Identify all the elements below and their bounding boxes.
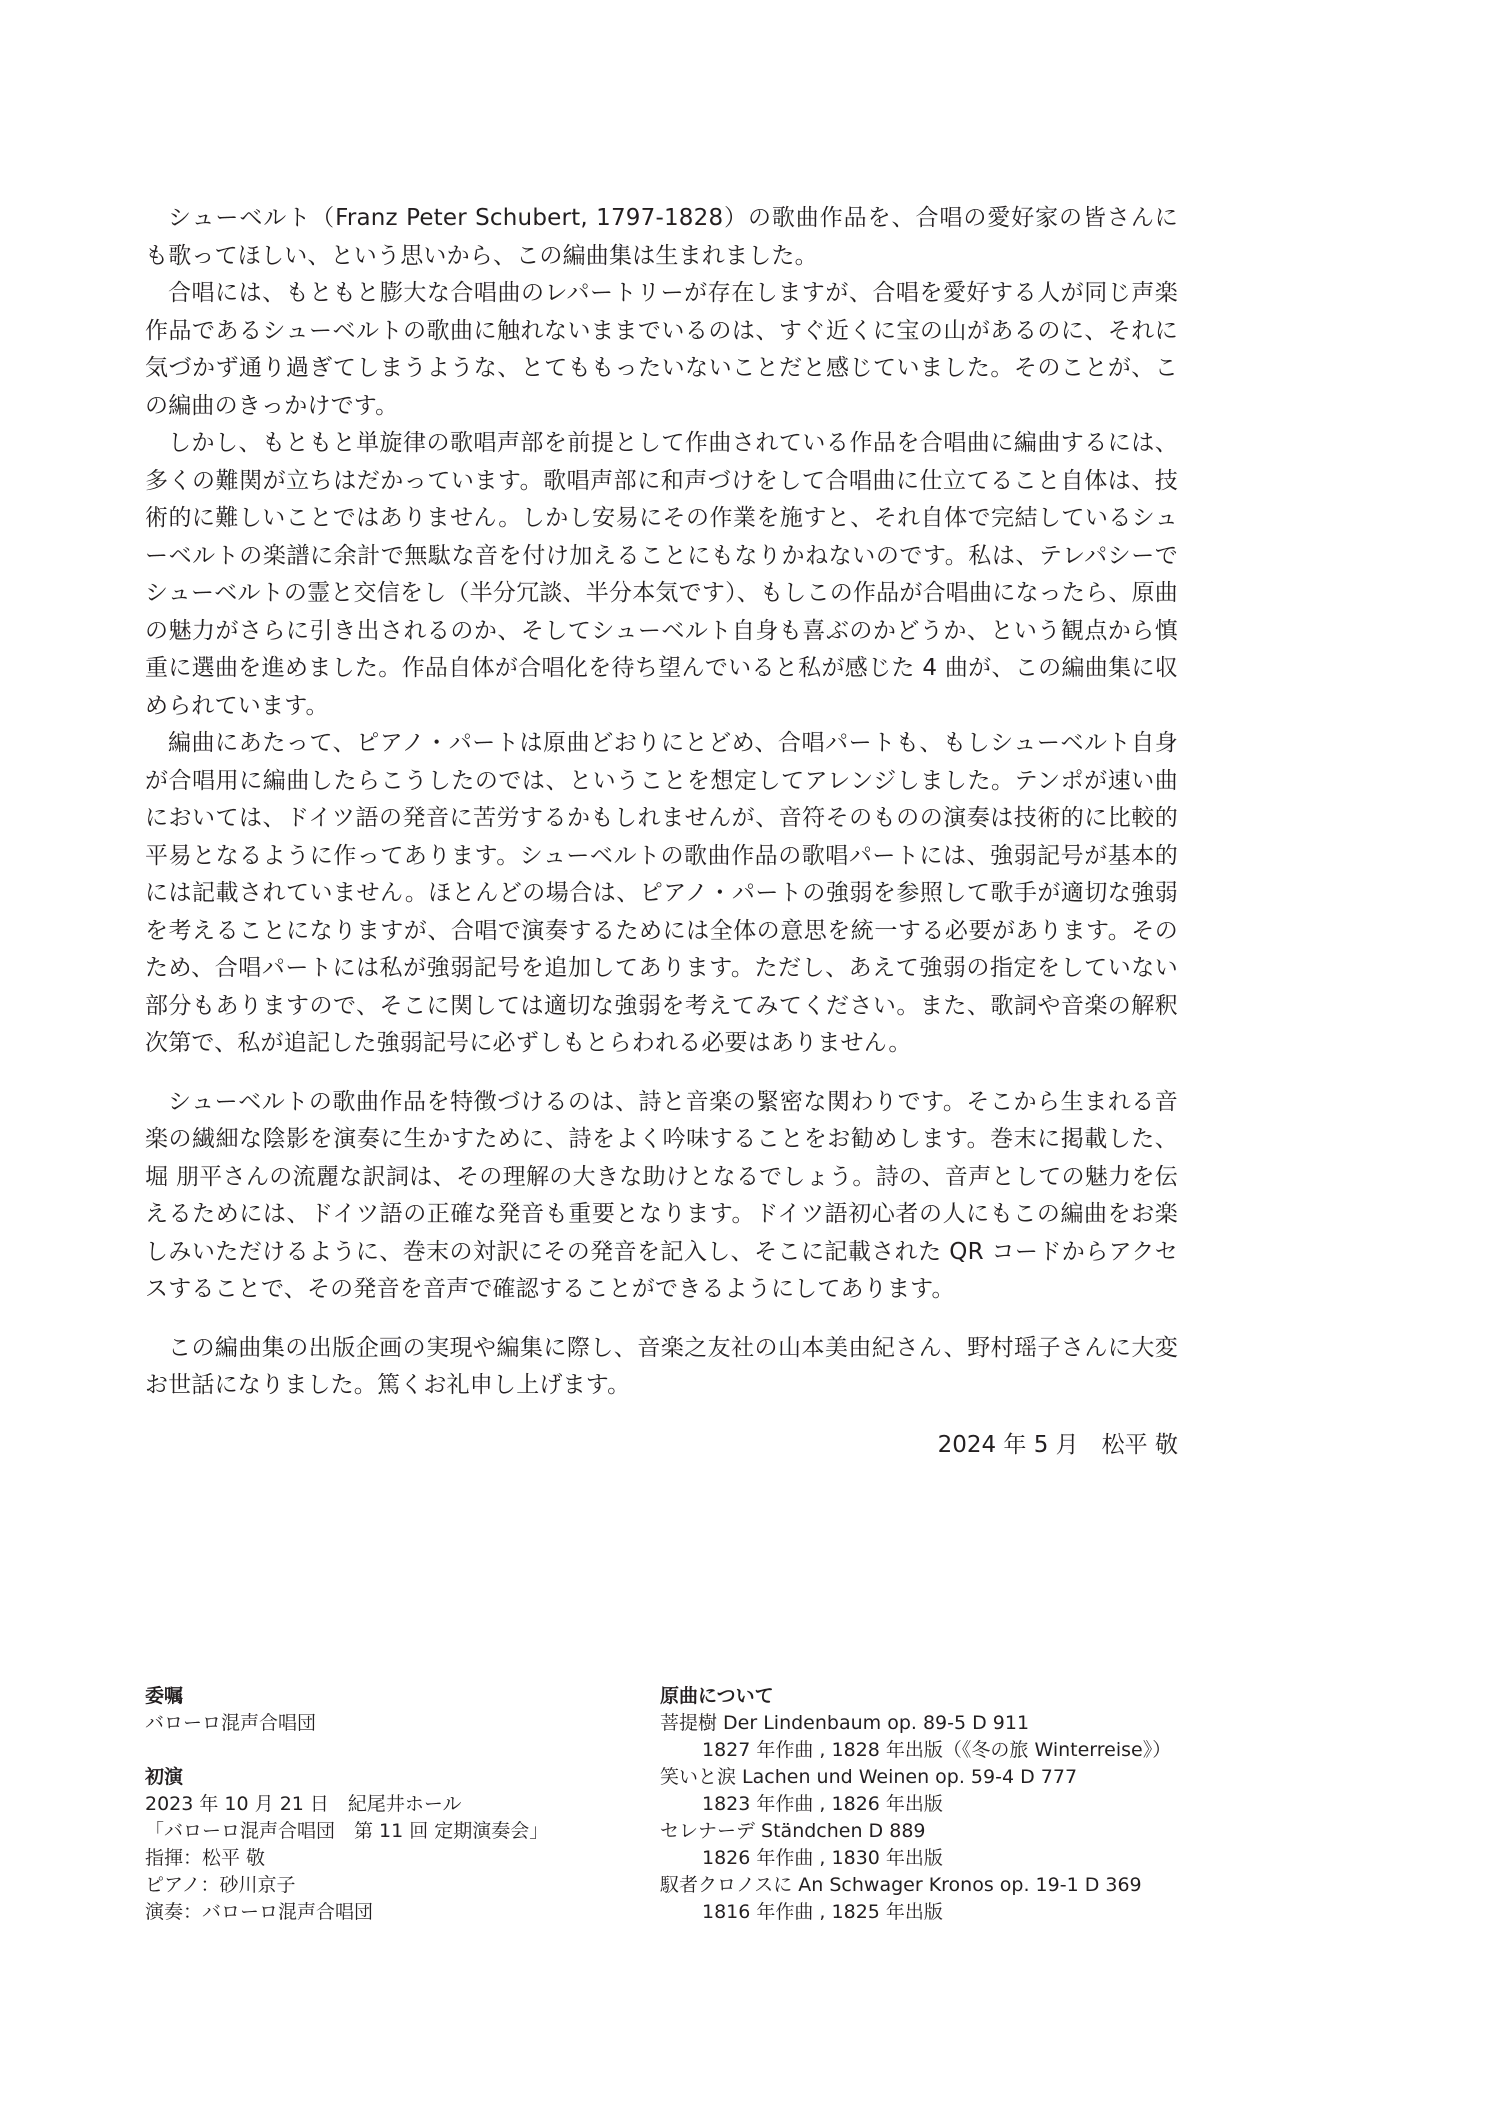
- song-title: 菩提樹 Der Lindenbaum op. 89-5 D 911: [660, 1712, 1030, 1734]
- song-title: 笑いと涙 Lachen und Weinen op. 59-4 D 777: [660, 1766, 1078, 1788]
- song-detail: 1826 年作曲 , 1830 年出版: [702, 1847, 943, 1869]
- signature: 2024 年 5 月 松平 敬: [937, 1431, 1178, 1458]
- spacer: [145, 1737, 625, 1764]
- premiere-heading: 初演: [145, 1766, 184, 1788]
- premiere-conductor: 指揮：松平 敬: [145, 1847, 266, 1869]
- commission-heading: 委嘱: [145, 1685, 184, 1707]
- preface-body: [145, 200, 1178, 1464]
- premiere-concert: 「バローロ混声合唱団 第 11 回 定期演奏会」: [145, 1820, 549, 1842]
- premiere-performer: 演奏：バローロ混声合唱団: [145, 1901, 374, 1923]
- premiere-pianist: ピアノ：砂川京子: [145, 1874, 296, 1896]
- paragraph-3: しかし、もともと単旋律の歌唱声部を前提として作曲されている作品を合唱曲に編曲するには、多くの難関が立ちはだかっています。歌唱声部に和声づけをして合唱曲に仕立てること自体は、技術的に難しいことではありません。しかし安易にその作業を施すと、それ自体で完結しているシューベルトの楽譜に余計で無駄な音を付け加えることにもなりかねないのです。私は、テレパシーでシューベルトの霊と交信をし（半分冗談、半分本気です）、もしこの作品が合唱曲になったら、原曲の魅力がさらに引き出されるのか、そしてシューベルト自身も喜ぶのかどうか、という観点から慎重に選曲を進めました。作品自体が合唱化を待ち望んでいると私が感じた 4 曲が、この編曲集に収められています。: [145, 430, 1178, 719]
- paragraph-5: シューベルトの歌曲作品を特徴づけるのは、詩と音楽の緊密な関わりです。そこから生まれる音楽の繊細な陰影を演奏に生かすために、詩をよく吟味することをお勧めします。巻末に掲載した、堀 朋平さんの流麗な訳詞は、その理解の大きな助けとなるでしょう。詩の、音声としての魅力を伝えるためには、ドイツ語の正確な発音も重要となります。ドイツ語初心者の人にもこの編曲をお楽しみいただけるように、巻末の対訳にその発音を記入し、そこに記載された QR コードからアクセスすることで、その発音を音声で確認することができるようにしてあります。: [145, 1088, 1178, 1302]
- performance-info: [145, 1683, 625, 1926]
- song-title: 馭者クロノスに An Schwager Kronos op. 19-1 D 369: [660, 1874, 1142, 1896]
- original-songs-info: [660, 1683, 1220, 1926]
- paragraph-6: この編曲集の出版企画の実現や編集に際し、音楽之友社の山本美由紀さん、野村瑶子さんに大変お世話になりました。篤くお礼申し上げます。: [145, 1334, 1178, 1398]
- song-title: セレナーデ Ständchen D 889: [660, 1820, 926, 1842]
- song-detail: 1816 年作曲 , 1825 年出版: [702, 1901, 943, 1923]
- premiere-date-venue: 2023 年 10 月 21 日 紀尾井ホール: [145, 1793, 462, 1815]
- song-detail: 1827 年作曲 , 1828 年出版（《冬の旅 Winterreise》）: [702, 1739, 1172, 1761]
- paragraph-1: シューベルト（Franz Peter Schubert, 1797-1828）の歌曲作品を、合唱の愛好家の皆さんにも歌ってほしい、という思いから、この編曲集は生まれました。: [145, 205, 1178, 269]
- originals-heading: 原曲について: [660, 1685, 774, 1707]
- song-detail: 1823 年作曲 , 1826 年出版: [702, 1793, 943, 1815]
- paragraph-gap: [145, 1309, 1178, 1330]
- paragraph-2: 合唱には、もともと膨大な合唱曲のレパートリーが存在しますが、合唱を愛好する人が同じ声楽作品であるシューベルトの歌曲に触れないままでいるのは、すぐ近くに宝の山があるのに、それに気づかず通り過ぎてしまうような、とてももったいないことだと感じていました。そのことが、この編曲のきっかけです。: [145, 280, 1178, 419]
- commission-value: バローロ混声合唱団: [145, 1712, 317, 1734]
- paragraph-4: 編曲にあたって、ピアノ・パートは原曲どおりにとどめ、合唱パートも、もしシューベルト自身が合唱用に編曲したらこうしたのでは、ということを想定してアレンジしました。テンポが速い曲においては、ドイツ語の発音に苦労するかもしれませんが、音符そのものの演奏は技術的に比較的平易となるように作ってあります。シューベルトの歌曲作品の歌唱パートには、強弱記号が基本的には記載されていません。ほとんどの場合は、ピアノ・パートの強弱を参照して歌手が適切な強弱を考えることになりますが、合唱で演奏するためには全体の意思を統一する必要があります。そのため、合唱パートには私が強弱記号を追加してあります。ただし、あえて強弱の指定をしていない部分もありますので、そこに関しては適切な強弱を考えてみてください。また、歌詞や音楽の解釈次第で、私が追記した強弱記号に必ずしもとらわれる必要はありません。: [145, 730, 1178, 1056]
- paragraph-gap: [145, 1063, 1178, 1084]
